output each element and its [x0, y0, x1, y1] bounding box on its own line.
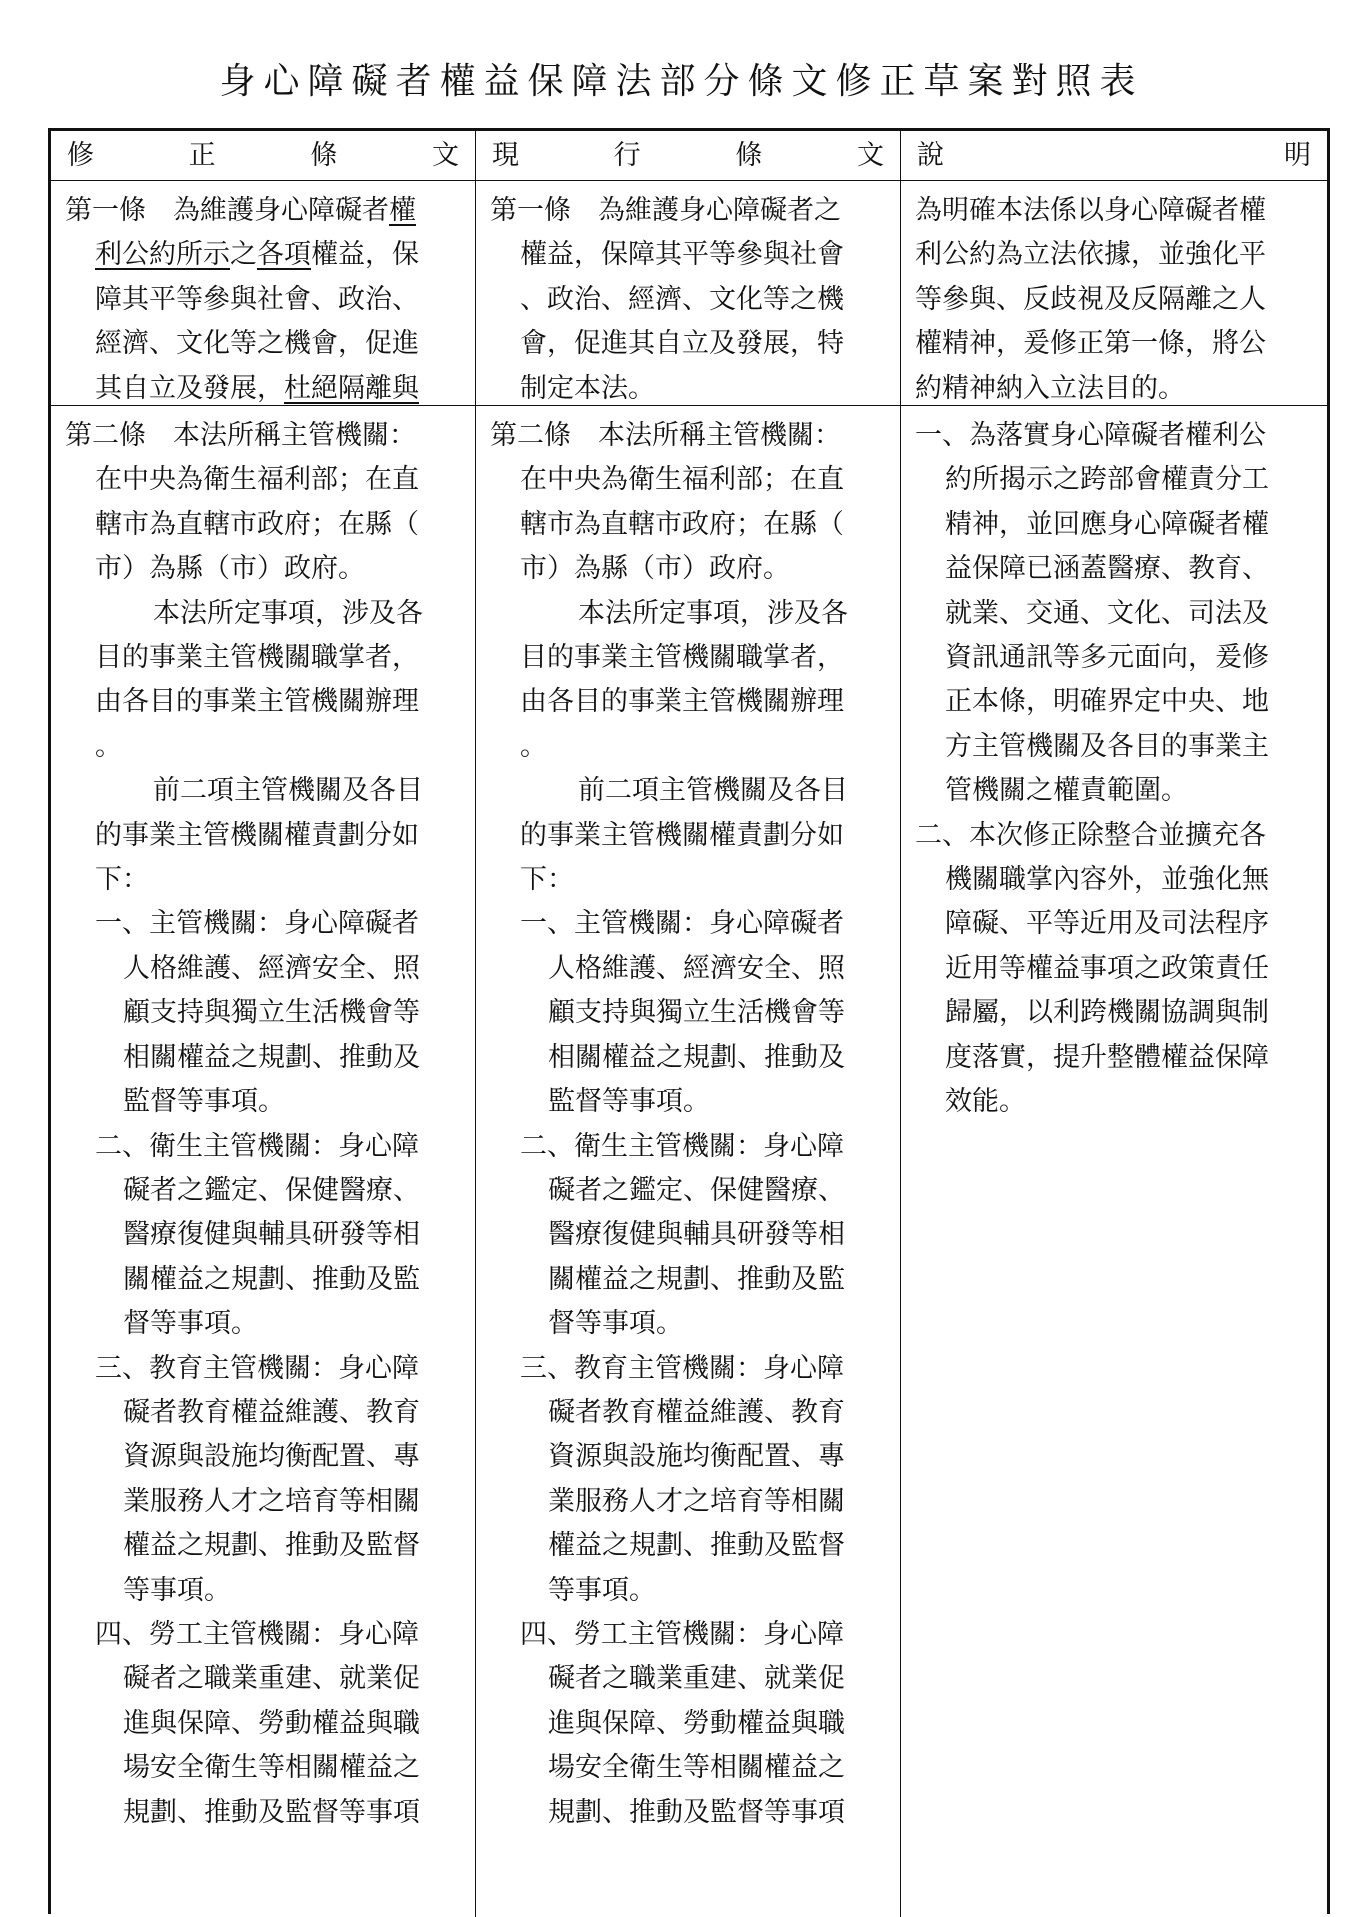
text-line — [490, 814, 886, 858]
text-line — [490, 1125, 886, 1169]
text-line — [65, 1524, 461, 1568]
text-segment: 等事項。 — [123, 1574, 231, 1606]
text-segment: 規劃、推動及監督等事項 — [123, 1796, 420, 1828]
text-line — [490, 1036, 886, 1080]
text-line — [490, 1613, 886, 1657]
text-segment: 關權益之規劃、推動及監 — [548, 1263, 845, 1295]
text-line — [65, 1036, 461, 1080]
text-line — [490, 1791, 886, 1835]
text-line — [490, 1258, 886, 1302]
text-line — [490, 233, 886, 277]
text-segment: 資訊通訊等多元面向，爰修 — [945, 642, 1269, 674]
text-segment: 前二項主管機關及各目 — [578, 775, 848, 807]
text-segment: 約所揭示之跨部會權責分工 — [945, 464, 1269, 496]
text-line — [65, 1213, 461, 1257]
text-segment: 在中央為衛生福利部；在直 — [95, 464, 419, 496]
comparison-table — [48, 128, 1330, 1914]
text-line — [490, 414, 886, 458]
text-line — [915, 233, 1313, 277]
document-title: 身心障礙者權益保障法部分條文修正草案對照表 — [219, 61, 1144, 102]
text-segment: 精神，並回應身心障礙者權 — [945, 508, 1269, 540]
text-segment: 一、主管機關：身心障礙者 — [95, 908, 419, 940]
text-segment: 。 — [95, 730, 122, 762]
text-line — [915, 858, 1313, 902]
text-line — [490, 1391, 886, 1435]
text-segment: 權益之規劃、推動及監督 — [548, 1530, 845, 1562]
text-segment: 方主管機關及各目的事業主 — [945, 730, 1269, 762]
text-segment: 資源與設施均衡配置、專 — [123, 1441, 420, 1473]
text-segment: 其自立及發展， — [95, 372, 284, 404]
text-line — [915, 547, 1313, 591]
text-line — [490, 1569, 886, 1613]
text-segment: 顧支持與獨立生活機會等 — [123, 997, 420, 1029]
text-line — [65, 680, 461, 724]
text-line — [915, 725, 1313, 769]
text-line — [490, 278, 886, 322]
text-line — [65, 189, 461, 233]
text-line — [490, 1347, 886, 1391]
text-segment: 障其平等參與社會、政治、 — [95, 283, 419, 315]
article-2-amended — [51, 406, 476, 1917]
underlined-amendment-text: 杜絕隔離與 — [284, 372, 419, 404]
text-segment: 人格維護、經濟安全、照 — [548, 952, 845, 984]
article-2-current — [476, 406, 901, 1917]
underlined-amendment-text: 各項 — [257, 239, 311, 271]
text-segment: 第一條 為維護身心障礙者之 — [490, 195, 841, 226]
text-segment: 。 — [520, 730, 547, 762]
text-segment: 下： — [95, 864, 149, 896]
text-segment: 資源與設施均衡配置、專 — [548, 1441, 845, 1473]
text-line — [490, 1435, 886, 1479]
text-segment: 正本條，明確界定中央、地 — [945, 686, 1269, 718]
header-explanation: 說 明 — [917, 139, 1311, 171]
text-line — [65, 1080, 461, 1124]
article-1-current — [476, 181, 901, 406]
text-segment: 礙者之鑑定、保健醫療、 — [123, 1174, 420, 1206]
text-segment: 四、勞工主管機關：身心障 — [95, 1618, 419, 1650]
text-segment: 為明確本法係以身心障礙者權 — [915, 195, 1266, 226]
text-segment: 經濟、文化等之機會，促進 — [95, 328, 419, 360]
text-segment: 市）為縣（市）政府。 — [520, 553, 790, 585]
text-segment: 權益之規劃、推動及監督 — [123, 1530, 420, 1562]
text-segment: 二、本次修正除整合並擴充各 — [915, 819, 1266, 851]
text-line — [65, 547, 461, 591]
header-current: 現 行 條 文 — [492, 139, 884, 171]
text-line — [490, 1524, 886, 1568]
text-line — [490, 503, 886, 547]
text-line — [65, 592, 461, 636]
text-segment: 下： — [520, 864, 574, 896]
text-segment: 場安全衛生等相關權益之 — [548, 1752, 845, 1784]
text-line — [65, 725, 461, 769]
text-line — [490, 367, 886, 406]
text-line — [65, 1347, 461, 1391]
text-segment: 三、教育主管機關：身心障 — [520, 1352, 844, 1384]
text-segment: 等參與、反歧視及反隔離之人 — [915, 283, 1266, 315]
text-segment: 醫療復健與輔具研發等相 — [123, 1219, 420, 1251]
text-line — [915, 189, 1313, 233]
text-line — [65, 947, 461, 991]
text-line — [490, 947, 886, 991]
text-line — [915, 814, 1313, 858]
text-segment: 等事項。 — [548, 1574, 656, 1606]
text-line — [65, 858, 461, 902]
text-line — [65, 991, 461, 1035]
text-segment: 相關權益之規劃、推動及 — [548, 1041, 845, 1073]
text-line — [490, 1302, 886, 1346]
text-segment: 規劃、推動及監督等事項 — [548, 1796, 845, 1828]
text-line — [65, 1702, 461, 1746]
text-line — [490, 858, 886, 902]
text-segment: 效能。 — [945, 1086, 1026, 1118]
text-segment: 轄市為直轄市政府；在縣（ — [95, 508, 419, 540]
text-line — [65, 322, 461, 366]
text-segment: 業服務人才之培育等相關 — [548, 1485, 845, 1517]
text-line — [490, 636, 886, 680]
text-line — [915, 902, 1313, 946]
text-line — [490, 547, 886, 591]
text-segment: 的事業主管機關權責劃分如 — [520, 819, 844, 851]
text-segment: 二、衛生主管機關：身心障 — [520, 1130, 844, 1162]
text-line — [65, 1169, 461, 1213]
text-segment: 一、主管機關：身心障礙者 — [520, 908, 844, 940]
text-line — [915, 947, 1313, 991]
text-segment: 場安全衛生等相關權益之 — [123, 1752, 420, 1784]
text-segment: 礙者之職業重建、就業促 — [548, 1663, 845, 1695]
text-segment: 督等事項。 — [548, 1308, 683, 1340]
text-line — [65, 902, 461, 946]
text-line — [65, 1613, 461, 1657]
text-segment: 目的事業主管機關職掌者， — [95, 642, 419, 674]
text-segment: 轄市為直轄市政府；在縣（ — [520, 508, 844, 540]
text-segment: 管機關之權責範圍。 — [945, 775, 1188, 807]
text-segment: 度落實，提升整體權益保障 — [945, 1041, 1269, 1073]
text-line — [490, 458, 886, 502]
text-segment: 機關職掌內容外，並強化無 — [945, 864, 1269, 896]
text-segment: 第一條 為維護身心障礙者 — [65, 195, 389, 226]
text-line — [915, 680, 1313, 724]
text-segment: 益保障已涵蓋醫療、教育、 — [945, 553, 1269, 585]
text-segment: 三、教育主管機關：身心障 — [95, 1352, 419, 1384]
text-line — [490, 1702, 886, 1746]
text-line — [65, 1746, 461, 1790]
text-segment: 會，促進其自立及發展，特 — [520, 328, 844, 360]
article-2-explanation — [901, 406, 1327, 1917]
text-segment: 約精神納入立法目的。 — [915, 372, 1185, 404]
text-line — [65, 1435, 461, 1479]
article-1-explanation — [901, 181, 1327, 406]
text-segment: 權益，保障其平等參與社會 — [520, 239, 844, 271]
text-line — [490, 189, 886, 233]
underlined-amendment-text: 利公約所示 — [95, 239, 230, 271]
text-segment: 、政治、經濟、文化等之機 — [520, 283, 844, 315]
text-line — [65, 458, 461, 502]
text-segment: 第二條 本法所稱主管機關： — [65, 420, 416, 451]
text-line — [490, 1746, 886, 1790]
text-line — [490, 991, 886, 1035]
header-amended-cell — [51, 131, 476, 181]
article-1-amended — [51, 181, 476, 406]
text-segment: 之 — [230, 239, 257, 271]
text-segment: 顧支持與獨立生活機會等 — [548, 997, 845, 1029]
text-segment: 第二條 本法所稱主管機關： — [490, 420, 841, 451]
text-segment: 前二項主管機關及各目 — [153, 775, 423, 807]
header-amended: 修 正 條 文 — [67, 139, 459, 171]
text-line — [490, 1080, 886, 1124]
text-line — [915, 322, 1313, 366]
underlined-amendment-text: 權 — [389, 195, 416, 226]
text-segment: 一、為落實身心障礙者權利公 — [915, 420, 1266, 451]
text-line — [65, 636, 461, 680]
text-segment: 就業、交通、文化、司法及 — [945, 597, 1269, 629]
text-segment: 近用等權益事項之政策責任 — [945, 952, 1269, 984]
text-line — [65, 1480, 461, 1524]
text-line — [915, 414, 1313, 458]
text-line — [915, 458, 1313, 502]
text-line — [65, 503, 461, 547]
text-segment: 二、衛生主管機關：身心障 — [95, 1130, 419, 1162]
text-segment: 市）為縣（市）政府。 — [95, 553, 365, 585]
text-segment: 障礙、平等近用及司法程序 — [945, 908, 1269, 940]
text-line — [490, 1480, 886, 1524]
text-segment: 在中央為衛生福利部；在直 — [520, 464, 844, 496]
text-segment: 利公約為立法依據，並強化平 — [915, 239, 1266, 271]
text-segment: 礙者之鑑定、保健醫療、 — [548, 1174, 845, 1206]
header-explanation-cell — [901, 131, 1327, 181]
text-line — [490, 322, 886, 366]
text-line — [65, 1791, 461, 1835]
text-line — [490, 1213, 886, 1257]
text-line — [490, 725, 886, 769]
text-segment: 督等事項。 — [123, 1308, 258, 1340]
text-line — [490, 680, 886, 724]
text-line — [915, 278, 1313, 322]
text-line — [915, 592, 1313, 636]
text-segment: 礙者教育權益維護、教育 — [123, 1396, 420, 1428]
text-line — [490, 1657, 886, 1701]
text-segment: 人格維護、經濟安全、照 — [123, 952, 420, 984]
text-segment: 礙者教育權益維護、教育 — [548, 1396, 845, 1428]
text-line — [65, 1302, 461, 1346]
text-line — [65, 1569, 461, 1613]
text-line — [65, 233, 461, 277]
text-line — [65, 1258, 461, 1302]
text-segment: 歸屬，以利跨機關協調與制 — [945, 997, 1269, 1029]
text-line — [490, 902, 886, 946]
text-line — [65, 1125, 461, 1169]
text-segment: 的事業主管機關權責劃分如 — [95, 819, 419, 851]
text-segment: 四、勞工主管機關：身心障 — [520, 1618, 844, 1650]
text-line — [65, 414, 461, 458]
text-segment: 本法所定事項，涉及各 — [153, 597, 423, 629]
text-segment: 由各目的事業主管機關辦理 — [95, 686, 419, 718]
text-segment: 本法所定事項，涉及各 — [578, 597, 848, 629]
text-line — [915, 769, 1313, 813]
text-line — [65, 367, 461, 406]
text-line — [490, 769, 886, 813]
text-line — [915, 636, 1313, 680]
text-line — [915, 1036, 1313, 1080]
text-segment: 制定本法。 — [520, 372, 655, 404]
text-segment: 業服務人才之培育等相關 — [123, 1485, 420, 1517]
text-segment: 進與保障、勞動權益與職 — [548, 1707, 845, 1739]
text-segment: 關權益之規劃、推動及監 — [123, 1263, 420, 1295]
header-current-cell — [476, 131, 901, 181]
text-segment: 目的事業主管機關職掌者， — [520, 642, 844, 674]
text-segment: 權精神，爰修正第一條，將公 — [915, 328, 1266, 360]
text-line — [65, 278, 461, 322]
text-segment: 權益，保 — [311, 239, 419, 271]
text-segment: 進與保障、勞動權益與職 — [123, 1707, 420, 1739]
text-line — [915, 1080, 1313, 1124]
text-line — [65, 769, 461, 813]
text-segment: 醫療復健與輔具研發等相 — [548, 1219, 845, 1251]
text-line — [65, 1391, 461, 1435]
text-segment: 由各目的事業主管機關辦理 — [520, 686, 844, 718]
text-segment: 監督等事項。 — [123, 1086, 285, 1118]
text-segment: 相關權益之規劃、推動及 — [123, 1041, 420, 1073]
text-line — [490, 1169, 886, 1213]
text-line — [65, 814, 461, 858]
text-line — [490, 592, 886, 636]
text-segment: 監督等事項。 — [548, 1086, 710, 1118]
text-line — [915, 991, 1313, 1035]
text-segment: 礙者之職業重建、就業促 — [123, 1663, 420, 1695]
text-line — [915, 503, 1313, 547]
text-line — [915, 367, 1313, 406]
text-line — [65, 1657, 461, 1701]
